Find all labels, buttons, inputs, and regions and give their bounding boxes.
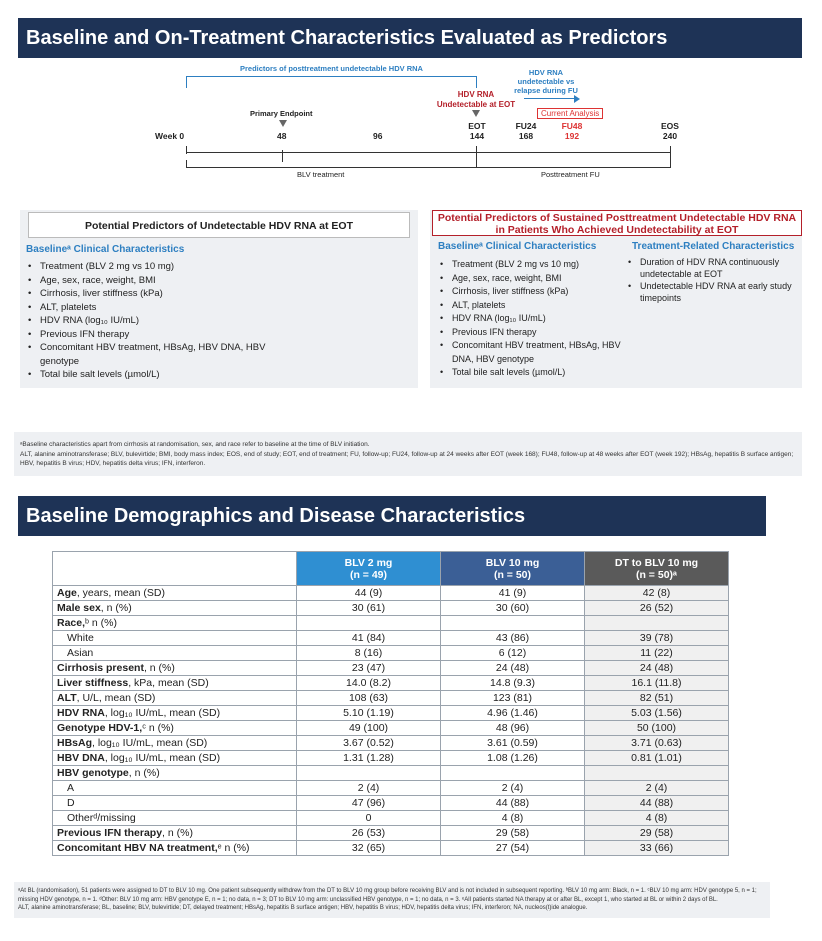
row-label-rest: , n (%) [100,602,132,614]
eot-marker [467,121,487,141]
tick-0 [186,146,187,154]
section-title-baseline: Baseline Demographics and Disease Characteristics [18,496,766,536]
abbreviations-note [14,432,802,476]
table-cell: 44 (88) [585,796,729,811]
phase-bracket-left [186,160,187,168]
table-cell: 48 (96) [441,721,585,736]
row-label [53,796,297,811]
table-cell: 44 (88) [441,796,585,811]
table-cell: 47 (96) [297,796,441,811]
week-240: 240 [662,131,678,141]
table-cell: 30 (61) [297,601,441,616]
list-item: • Treatment (BLV 2 mg vs 10 mg) [26,260,276,274]
list-item: • Duration of HDV RNA continuously undetectable at EOT [626,256,802,280]
table-row [53,796,729,811]
table-cell: 2 (4) [585,781,729,796]
list-item: • Cirrhosis, liver stiffness (kPa) [438,285,633,299]
table-row [53,631,729,646]
table-cell [441,766,585,781]
table-cell: 41 (84) [297,631,441,646]
row-label-rest: , kPa, mean (SD) [128,677,209,689]
table-cell: 2 (4) [297,781,441,796]
table-cell: 26 (52) [585,601,729,616]
row-label-rest: , years, mean (SD) [76,587,165,599]
table-cell: 0 [297,811,441,826]
list-item: • Cirrhosis, liver stiffness (kPa) [26,287,276,301]
header-blank [53,552,297,586]
row-label-bold: Genotype HDV-1, [57,722,143,734]
table-cell: 43 (86) [441,631,585,646]
row-label-bold: HBsAg [57,737,93,749]
table-cell: 23 (47) [297,661,441,676]
table-row [53,751,729,766]
list-item: • Total bile salt levels (µmol/L) [438,366,633,380]
predictors-bracket-left [186,76,187,88]
table-cell: 41 (9) [441,586,585,601]
note-line1: ᵃBaseline characteristics apart from cirrhosis at randomisation, sex, and race refer to baseline at the time of BLV initiation. [20,441,370,448]
row-label [53,616,297,631]
primary-endpoint-label: Primary Endpoint [250,109,313,118]
row-label [53,691,297,706]
table-row [53,661,729,676]
header-blv10-l2: (n = 50) [493,568,532,581]
table-row [53,601,729,616]
row-label-bold: HDV RNA [57,707,105,719]
table-cell: 0.81 (1.01) [585,751,729,766]
table-header-row [53,552,729,586]
table-cell: 4 (8) [585,811,729,826]
baseline-characteristics-list [26,260,276,382]
header-blv-10mg [441,552,585,586]
sustained-predictors-title [432,210,802,236]
row-label-rest: Otherᵈ/missing [67,812,136,824]
sustained-title-line1: Potential Predictors of Sustained Posttreatment Undetectable HDV RNA [437,212,797,224]
arrow-right-icon [574,95,580,103]
header-dt-blv-10mg [585,552,729,586]
eot-label: EOT [468,121,486,131]
row-label-rest: , log₁₀ IU/mL, mean (SD) [92,737,208,749]
table-cell: 39 (78) [585,631,729,646]
table-row [53,646,729,661]
table-cell [441,616,585,631]
header-dt-l2: (n = 50)ᵃ [635,568,677,581]
table-cell: 14.8 (9.3) [441,676,585,691]
tick-240 [670,146,671,168]
hdv-vs-line2: undetectable vs [517,77,575,86]
row-label [53,841,297,856]
timeline-axis [186,152,671,153]
fu24-label: FU24 [515,121,537,131]
table-row [53,826,729,841]
table-cell: 33 (66) [585,841,729,856]
row-label [53,721,297,736]
list-item: • HDV RNA (log₁₀ IU/mL) [438,312,633,326]
row-label-bold: Age [57,587,77,599]
table-cell: 32 (65) [297,841,441,856]
row-label [53,751,297,766]
hdv-vs-line1: HDV RNA [528,68,564,77]
row-label-rest: D [67,797,75,809]
phase-bracket-line [186,167,671,168]
header-blv10-l1: BLV 10 mg [485,556,540,569]
fu48-marker [558,121,586,141]
list-item: • Treatment (BLV 2 mg vs 10 mg) [438,258,633,272]
week-192: 192 [564,131,580,141]
row-label [53,826,297,841]
section-title-predictors: Baseline and On-Treatment Characteristics Evaluated as Predictors [18,18,802,58]
table-row [53,616,729,631]
row-label-bold: Liver stiffness [57,677,129,689]
week-label: Week 0 [155,131,185,141]
table-cell [585,616,729,631]
posttreatment-fu-label: Posttreatment FU [541,170,600,179]
header-dt-l1: DT to BLV 10 mg [614,556,699,569]
eot-predictors-title: Potential Predictors of Undetectable HDV RNA at EOT [28,212,410,238]
fu48-label: FU48 [561,121,583,131]
table-cell: 8 (16) [297,646,441,661]
hdv-eot-line2: Undetectable at EOT [436,100,516,109]
list-item: • Previous IFN therapy [26,328,276,342]
row-label [53,736,297,751]
tick-48 [282,150,283,162]
blv-treatment-label: BLV treatment [297,170,345,179]
baseline-characteristics-list-right [438,258,633,380]
hdv-eot-line1: HDV RNA [457,90,495,99]
table-cell: 27 (54) [441,841,585,856]
table-cell: 24 (48) [585,661,729,676]
week-144: 144 [469,131,485,141]
fu-arrow-line [524,98,576,99]
fu24-marker [512,121,540,141]
header-blv2-l1: BLV 2 mg [344,556,393,569]
list-item: • Age, sex, race, weight, BMI [438,272,633,286]
tick-144 [476,146,477,168]
table-cell: 50 (100) [585,721,729,736]
row-label [53,766,297,781]
table-cell: 16.1 (11.8) [585,676,729,691]
hdv-vs-line3: relapse during FU [514,86,578,95]
table-cell: 6 (12) [441,646,585,661]
row-label-bold: Race, [57,617,86,629]
row-label-rest: , n (%) [162,827,193,839]
table-cell: 14.0 (8.2) [297,676,441,691]
note-line2: ALT, alanine aminotransferase; BLV, bulevirtide; BMI, body mass index; EOS, end of study; EOT, end of treatment; FU, follow-up; FU24, follow-up at 24 weeks after EOT (week 168); FU48, follow-up at 48 weeks after EOT (week 192); HBsAg, hepatitis B surface antigen; HBV, hepatitis B virus; HDV, hepatitis delta virus; IFN, interferon. [20,450,794,467]
eot-predictors-panel [20,210,418,388]
row-label-bold: ALT [57,692,77,704]
table-cell: 5.10 (1.19) [297,706,441,721]
table-row [53,586,729,601]
row-label-rest: ᵉ n (%) [217,842,250,854]
list-item: • ALT, platelets [26,301,276,315]
list-item: • Age, sex, race, weight, BMI [26,274,276,288]
list-item: • Previous IFN therapy [438,326,633,340]
triangle-down-icon [472,110,480,117]
table-cell: 4 (8) [441,811,585,826]
predictors-label: Predictors of posttreatment undetectable HDV RNA [240,64,423,73]
hdv-eot-label [426,90,526,110]
row-label-bold: Male sex [57,602,101,614]
treatment-related-list [626,256,802,304]
list-item: • HDV RNA (log₁₀ IU/mL) [26,314,276,328]
row-label-rest: ᶜ n (%) [142,722,174,734]
row-label [53,706,297,721]
week-168: 168 [518,131,534,141]
table-cell: 24 (48) [441,661,585,676]
table-row [53,766,729,781]
list-item: • Total bile salt levels (µmol/L) [26,368,276,382]
table-cell: 108 (63) [297,691,441,706]
row-label-rest: , U/L, mean (SD) [76,692,156,704]
row-label-bold: Concomitant HBV NA treatment, [57,842,218,854]
row-label-rest: Asian [67,647,94,659]
table-cell: 11 (22) [585,646,729,661]
table-row [53,691,729,706]
row-label-rest: White [67,632,94,644]
table-cell: 123 (81) [441,691,585,706]
baseline-section-heading-right: Baselineᵃ Clinical Characteristics [438,241,597,252]
row-label-bold: Cirrhosis present [57,662,144,674]
table-cell: 1.31 (1.28) [297,751,441,766]
eos-marker [658,121,682,141]
row-label [53,586,297,601]
header-blv-2mg [297,552,441,586]
table-cell: 1.08 (1.26) [441,751,585,766]
row-label-rest: A [67,782,75,794]
table-row [53,841,729,856]
row-label-bold: HBV DNA [57,752,105,764]
table-footnote [14,882,770,918]
predictors-bracket-line [186,76,476,77]
table-cell: 2 (4) [441,781,585,796]
list-item: • Concomitant HBV treatment, HBsAg, HBV DNA, HBV genotype [26,341,276,368]
row-label [53,601,297,616]
table-cell: 29 (58) [585,826,729,841]
eos-label: EOS [661,121,679,131]
triangle-down-icon [279,120,287,127]
footnote-line2: ALT, alanine aminotransferase; BL, baseline; BLV, bulevirtide; DT, delayed treatment; HBsAg, hepatitis B surface antigen; HBV, hepatitis B virus; HDV, hepatitis delta virus; IFN, interferon; NA, nucleos(t)ide analogue. [18,905,588,911]
row-label [53,676,297,691]
row-label-rest: ᵇ n (%) [85,617,117,629]
row-label [53,781,297,796]
table-cell: 5.03 (1.56) [585,706,729,721]
current-analysis-badge: Current Analysis [537,108,603,119]
row-label-bold: HBV genotype [57,767,129,779]
list-item: • Concomitant HBV treatment, HBsAg, HBV DNA, HBV genotype [438,339,633,366]
list-item: • ALT, platelets [438,299,633,313]
table-cell [585,766,729,781]
table-cell: 49 (100) [297,721,441,736]
table-row [53,811,729,826]
row-label-rest: , log₁₀ IU/mL, mean (SD) [104,707,221,719]
row-label [53,661,297,676]
table-cell: 3.67 (0.52) [297,736,441,751]
row-label [53,646,297,661]
table-row [53,706,729,721]
table-cell: 30 (60) [441,601,585,616]
treatment-related-heading: Treatment-Related Characteristics [632,241,795,252]
baseline-table [52,551,729,856]
predictors-bracket-right [476,76,477,88]
footnote-line1: ᵃAt BL (randomisation), 51 patients were assigned to DT to BLV 10 mg. One patient subsequently withdrew from the DT to BLV 10 mg group before receiving BLV and is not included in subsequent reporting. ᵇBLV 10 mg arm: Black, n = 1. ᶜBLV 10 mg arm: HDV genotype 5, n = 1; missing HDV genotype, n = 1. ᵈOther: BLV 10 mg arm: HBV genotype E, n = 1; no data, n = 3; DT to BLV 10 mg arm: unclassified HBV genotype, n = 1; no data, n = 3. ᵉAll patients started NA therapy at or after BL, except 1, who started at BL or within 2 days of BL. [18,888,757,903]
baseline-section-heading: Baselineᵃ Clinical Characteristics [26,244,185,255]
sustained-predictors-panel [430,210,802,388]
table-cell: 26 (53) [297,826,441,841]
row-label-rest: , log₁₀ IU/mL, mean (SD) [104,752,221,764]
table-cell: 4.96 (1.46) [441,706,585,721]
list-item: • Undetectable HDV RNA at early study timepoints [626,280,802,304]
row-label-rest: , n (%) [128,767,160,779]
table-row [53,676,729,691]
table-cell: 42 (8) [585,586,729,601]
table-row [53,736,729,751]
table-cell: 82 (51) [585,691,729,706]
table-cell: 29 (58) [441,826,585,841]
week-96: 96 [373,131,383,141]
table-cell [297,766,441,781]
table-cell: 44 (9) [297,586,441,601]
header-blv2-l2: (n = 49) [349,568,388,581]
sustained-title-line2: in Patients Who Achieved Undetectability at EOT [495,224,739,236]
row-label [53,631,297,646]
week-48: 48 [277,131,287,141]
row-label-bold: Previous IFN therapy [57,827,163,839]
table-row [53,781,729,796]
table-cell: 3.61 (0.59) [441,736,585,751]
table-cell [297,616,441,631]
row-label-rest: , n (%) [143,662,175,674]
table-cell: 3.71 (0.63) [585,736,729,751]
table-row [53,721,729,736]
row-label [53,811,297,826]
